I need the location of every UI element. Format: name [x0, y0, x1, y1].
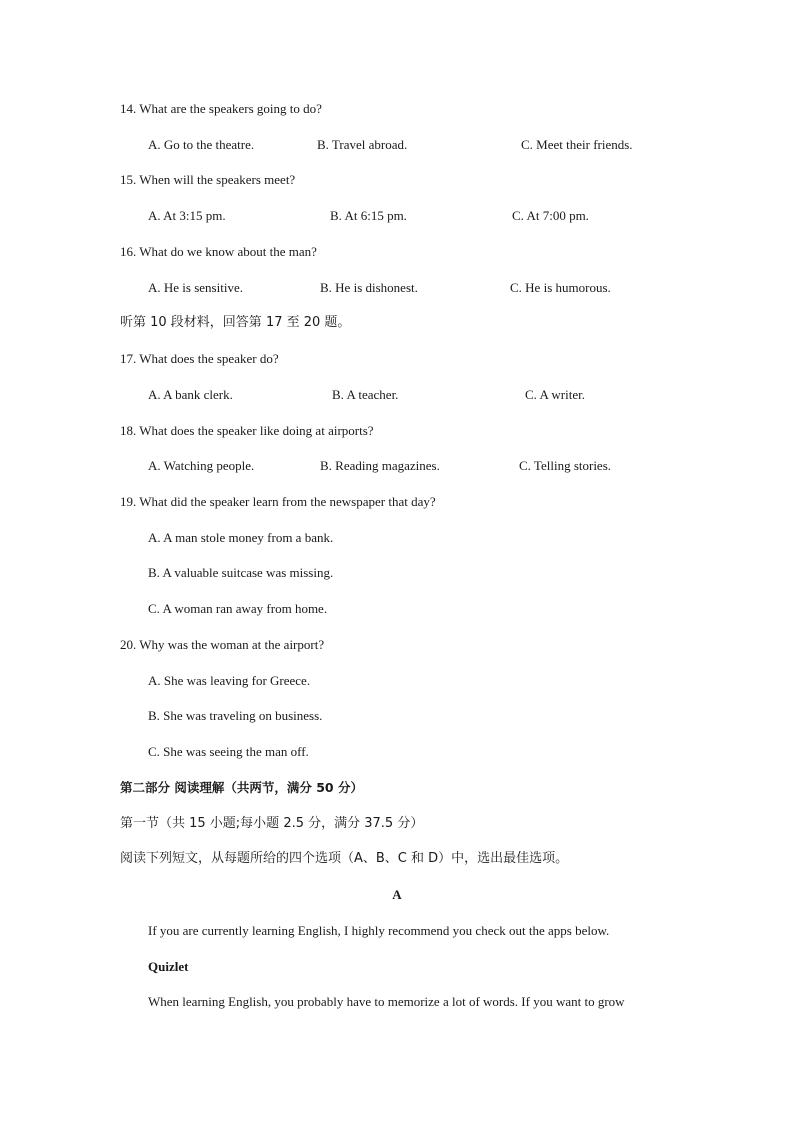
q17-option-c: C. A writer.	[525, 387, 585, 402]
q16-option-a: A. He is sensitive.	[148, 280, 243, 295]
q20-option-a: A. She was leaving for Greece.	[148, 673, 311, 688]
q18-option-b: B. Reading magazines.	[320, 458, 440, 473]
passage-intro: If you are currently learning English, I highly recommend you check out the apps below.	[148, 923, 610, 938]
q16-option-c: C. He is humorous.	[510, 280, 611, 295]
question-19: 19. What did the speaker learn from the newspaper that day?	[120, 494, 436, 509]
question-16: 16. What do we know about the man?	[120, 244, 317, 259]
reading-instruction: 阅读下列短文，从每题所给的四个选项（A、B、C 和 D）中，选出最佳选项。	[120, 851, 569, 866]
section1-title: 第一节（共 15 小题;每小题 2.5 分，满分 37.5 分）	[120, 816, 424, 831]
q17-option-b: B. A teacher.	[332, 387, 399, 402]
q15-option-c: C. At 7:00 pm.	[512, 208, 589, 223]
question-20: 20. Why was the woman at the airport?	[120, 637, 325, 652]
q14-option-c: C. Meet their friends.	[521, 137, 633, 152]
q17-option-a: A. A bank clerk.	[148, 387, 233, 402]
q14-option-a: A. Go to the theatre.	[148, 137, 255, 152]
question-17: 17. What does the speaker do?	[120, 351, 279, 366]
q15-option-a: A. At 3:15 pm.	[148, 208, 226, 223]
q19-option-a: A. A man stole money from a bank.	[148, 530, 334, 545]
q18-option-c: C. Telling stories.	[519, 458, 612, 473]
q20-option-b: B. She was traveling on business.	[148, 708, 323, 723]
question-14: 14. What are the speakers going to do?	[120, 101, 322, 116]
passage-heading: Quizlet	[148, 959, 189, 974]
q20-option-c: C. She was seeing the man off.	[148, 744, 309, 759]
part2-title: 第二部分 阅读理解（共两节，满分 50 分）	[120, 780, 363, 795]
question-18: 18. What does the speaker like doing at airports?	[120, 423, 374, 438]
q19-option-c: C. A woman ran away from home.	[148, 601, 328, 616]
passage-body: When learning English, you probably have to memorize a lot of words. If you want to grow	[148, 994, 625, 1009]
question-15: 15. When will the speakers meet?	[120, 172, 296, 187]
passage-letter: A	[392, 887, 402, 902]
q15-option-b: B. At 6:15 pm.	[330, 208, 407, 223]
q18-option-a: A. Watching people.	[148, 458, 255, 473]
q16-option-b: B. He is dishonest.	[320, 280, 418, 295]
q14-option-b: B. Travel abroad.	[317, 137, 408, 152]
listening-section-instruction: 听第 10 段材料，回答第 17 至 20 题。	[120, 315, 351, 330]
q19-option-b: B. A valuable suitcase was missing.	[148, 565, 334, 580]
